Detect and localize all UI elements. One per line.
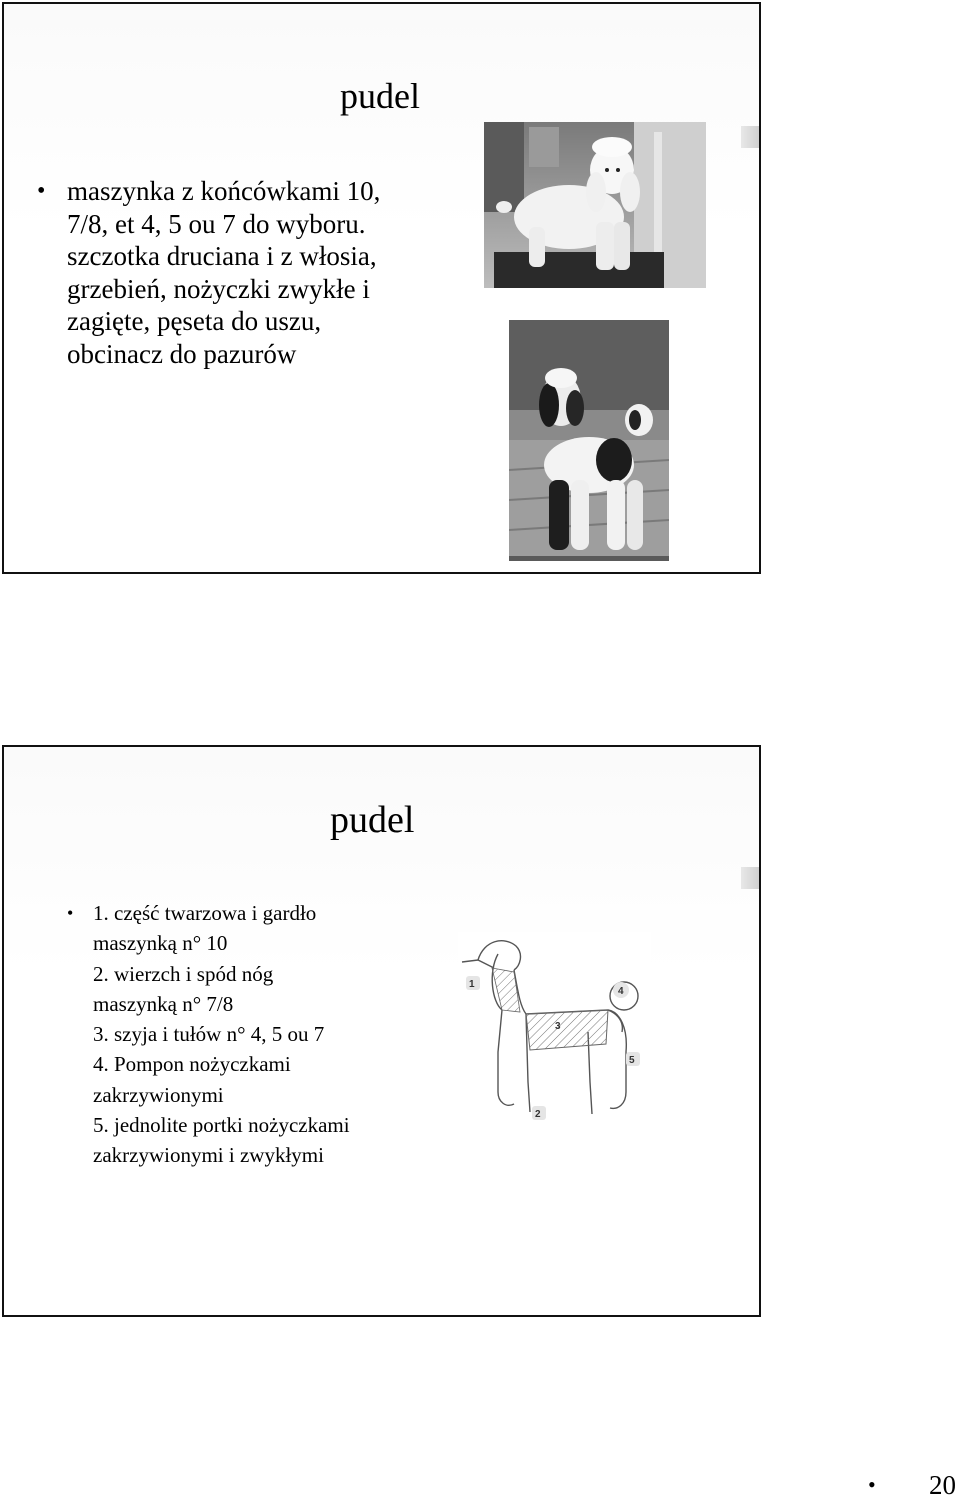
- text-line: zakrzywionymi i zwykłymi: [93, 1143, 324, 1168]
- text-line: maszynką n° 10: [93, 931, 228, 956]
- text-line: 3. szyja i tułów n° 4, 5 ou 7: [93, 1022, 325, 1047]
- slide-decoration: [741, 867, 759, 889]
- text-line: 5. jednolite portki nożyczkami: [93, 1113, 350, 1138]
- poodle-clip-diagram: [458, 932, 651, 1130]
- diagram-label-5: 5: [629, 1055, 635, 1066]
- parti-poodle-photo: [509, 320, 669, 561]
- text-line: zakrzywionymi: [93, 1082, 224, 1107]
- bullet-item: [93, 898, 453, 1171]
- page-bullet-icon: •: [868, 1472, 876, 1497]
- body-clip-area: [526, 1010, 608, 1050]
- text-line: maszynką n° 7/8: [93, 991, 234, 1016]
- bullet-item: • maszynka z końcówkami 10, 7/8, et 4, 5 ou 7 do wyboru. szczotka druciana i z włosia, grzebień, nożyczki zwykłe i zagięte, pęseta do uszu, obcinacz do pazurów: [67, 175, 407, 370]
- slide-2-bullet-list: [93, 898, 453, 1171]
- white-poodle-photo: [484, 122, 706, 288]
- text-line: 4. Pompon nożyczkami: [93, 1052, 291, 1077]
- text-line: 1. część twarzowa i gardło: [93, 901, 317, 925]
- diagram-label-2: 2: [535, 1109, 541, 1120]
- text-line: 2. wierzch i spód nóg: [93, 961, 274, 986]
- diagram-label-1: 1: [469, 979, 475, 990]
- page-number: 20: [929, 1470, 956, 1500]
- slide-1-title: pudel: [340, 76, 420, 116]
- slide-decoration: [741, 126, 759, 148]
- diagram-label-3: 3: [555, 1021, 561, 1032]
- slide-2-title: pudel: [330, 799, 415, 841]
- slide-1-bullet-list: [67, 175, 407, 370]
- diagram-label-4: 4: [618, 986, 624, 997]
